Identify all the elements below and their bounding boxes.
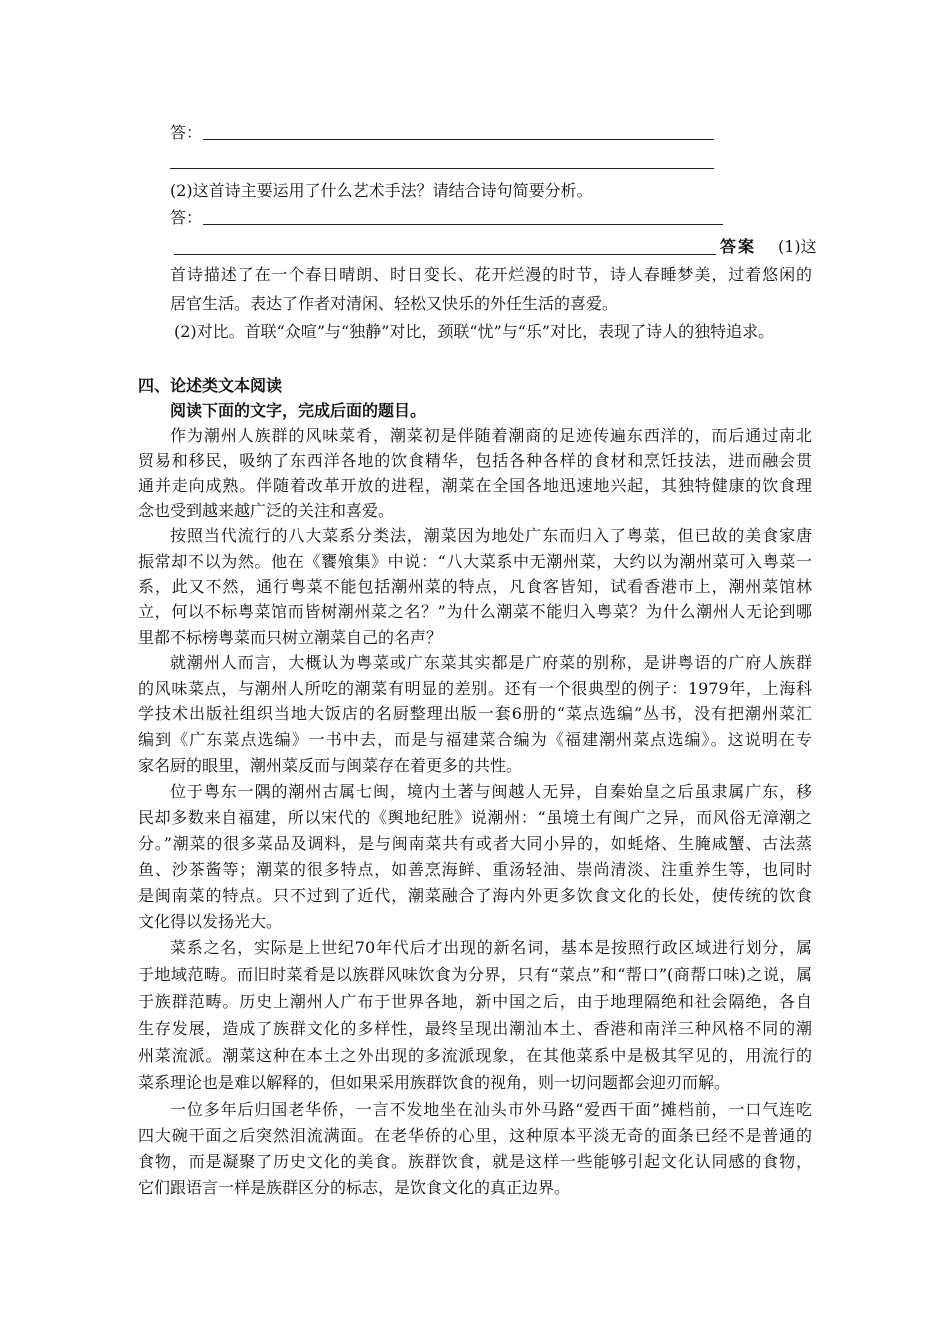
article-line: 贸易和移民，吸纳了东西洋各地的饮食精华，包括各种各样的食材和烹饪技法，进而融会贯: [138, 451, 812, 470]
article-line: 学技术出版社组织当地大饭店的名厨整理出版一套6册的“菜点选编”丛书，没有把潮州菜汇: [138, 704, 812, 723]
question-2: (2)这首诗主要运用了什么艺术手法？请结合诗句简要分析。: [170, 181, 593, 200]
article-line: 一位多年后归国老华侨，一言不发地坐在汕头市外马路“爱西干面”摊档前，一口气连吃: [170, 1100, 812, 1119]
article-line: 的风味菜点，与潮州人所吃的潮菜有明显的差别。还有一个很典型的例子：1979年，上海科: [138, 679, 812, 698]
article-line: 它们跟语言一样是族群区分的标志，是饮食文化的真正边界。: [138, 1178, 571, 1197]
article-line: 生存发展，造成了族群文化的多样性，最终呈现出潮汕本土、香港和南洋三种风格不同的潮: [138, 1019, 812, 1038]
answer-prefix-1: 答：: [170, 123, 203, 142]
answer-prefix-2: 答：: [170, 208, 203, 227]
article-line: 菜系理论也是难以解释的，但如果采用族群饮食的视角，则一切问题都会迎刃而解。: [138, 1073, 731, 1092]
section-heading: 四、论述类文本阅读: [138, 376, 283, 395]
article-line: 念也受到越来越广泛的关注和喜爱。: [138, 501, 395, 520]
article-line: 系，此又不然，通行粤菜不能包括潮州菜的特点，凡食客皆知，试看香港市上，潮州菜馆林: [138, 577, 812, 596]
article-line: 是闽南菜的特点。只不过到了近代，潮菜融合了海内外更多饮食文化的长处，使传统的饮食: [138, 886, 812, 905]
article-line: 于地域范畴。而旧时菜肴是以族群风味饮食为分界，只有“菜点”和“帮口”(商帮口味)之说，属: [138, 965, 812, 984]
article-line: 立，何以不标粤菜馆而皆树潮州菜之名？”为什么潮菜不能归入粤菜？为什么潮州人无论到哪: [138, 602, 812, 621]
article-line: 编到《广东菜点选编》一书中去，而是与福建菜合编为《福建潮州菜点选编》。这说明在专: [138, 730, 812, 749]
article-line: 食物，而是凝聚了历史文化的美食。族群饮食，就是这样一些能够引起文化认同感的食物，: [138, 1152, 812, 1171]
article-line: 家名厨的眼里，潮州菜反而与闽菜存在着更多的共性。: [138, 756, 523, 775]
answer-blank-line[interactable]: [203, 139, 714, 140]
article-line: 民却多数来自福建，所以宋代的《舆地纪胜》说潮州：“虽境土有闽广之异，而风俗无漳潮之: [138, 808, 812, 827]
answer-1-start: (1)这: [778, 237, 817, 256]
article-line: 文化得以发扬光大。: [138, 912, 283, 931]
answer-1-text: 首诗描述了在一个春日晴朗、时日变长、花开烂漫的时节，诗人春睡梦美，过着悠闲的: [170, 265, 812, 284]
answer-2-text: (2)对比。首联“众喧”与“独静”对比，颈联“忧”与“乐”对比，表现了诗人的独特追求。: [174, 322, 775, 341]
article-line: 鱼、沙茶酱等；潮菜的很多特点，如善烹海鲜、重汤轻油、崇尚清淡、注重养生等，也同时: [138, 860, 812, 879]
article-line: 四大碗干面之后突然泪流满面。在老华侨的心里，这种原本平淡无奇的面条已经不是普通的: [138, 1126, 812, 1145]
answer-blank-line[interactable]: [203, 224, 723, 225]
article-line: 按照当代流行的八大菜系分类法，潮菜因为地处广东而归入了粤菜，但已故的美食家唐: [170, 526, 812, 545]
answer-label: 答案: [720, 237, 757, 256]
article-line: 分。”潮菜的很多菜品及调料，是与闽南菜共有或者大同小异的，如蚝烙、生腌咸蟹、古法蒸: [138, 834, 812, 853]
answer-blank-line[interactable]: [174, 254, 716, 255]
answer-1-text: 居官生活。表达了作者对清闲、轻松又快乐的外任生活的喜爱。: [170, 294, 619, 313]
answer-blank-line[interactable]: [170, 168, 714, 169]
article-line: 州菜流派。潮菜这种在本土之外出现的多流派现象，在其他菜系中是极其罕见的，用流行的: [138, 1046, 812, 1065]
article-line: 振常却不以为然。他在《饔飧集》中说：“八大菜系中无潮州菜，大约以为潮州菜可入粤菜一: [138, 552, 812, 571]
article-line: 里都不标榜粤菜而只树立潮菜自己的名声？: [138, 628, 443, 647]
article-line: 通并走向成熟。伴随着改革开放的进程，潮菜在全国各地迅速地兴起，其独特健康的饮食理: [138, 476, 812, 495]
article-line: 菜系之名，实际是上世纪70年代后才出现的新名词，基本是按照行政区域进行划分，属: [170, 938, 812, 957]
article-line: 于族群范畴。历史上潮州人广布于世界各地，新中国之后，由于地理隔绝和社会隔绝，各自: [138, 992, 812, 1011]
article-line: 位于粤东一隅的潮州古属七闽，境内土著与闽越人无异，自秦始皇之后虽隶属广东，移: [170, 782, 812, 801]
article-line: 作为潮州人族群的风味菜肴，潮菜初是伴随着潮商的足迹传遍东西洋的，而后通过南北: [170, 426, 812, 445]
article-line: 就潮州人而言，大概认为粤菜或广东菜其实都是广府菜的别称，是讲粤语的广府人族群: [170, 653, 812, 672]
section-instruction: 阅读下面的文字，完成后面的题目。: [170, 401, 427, 420]
